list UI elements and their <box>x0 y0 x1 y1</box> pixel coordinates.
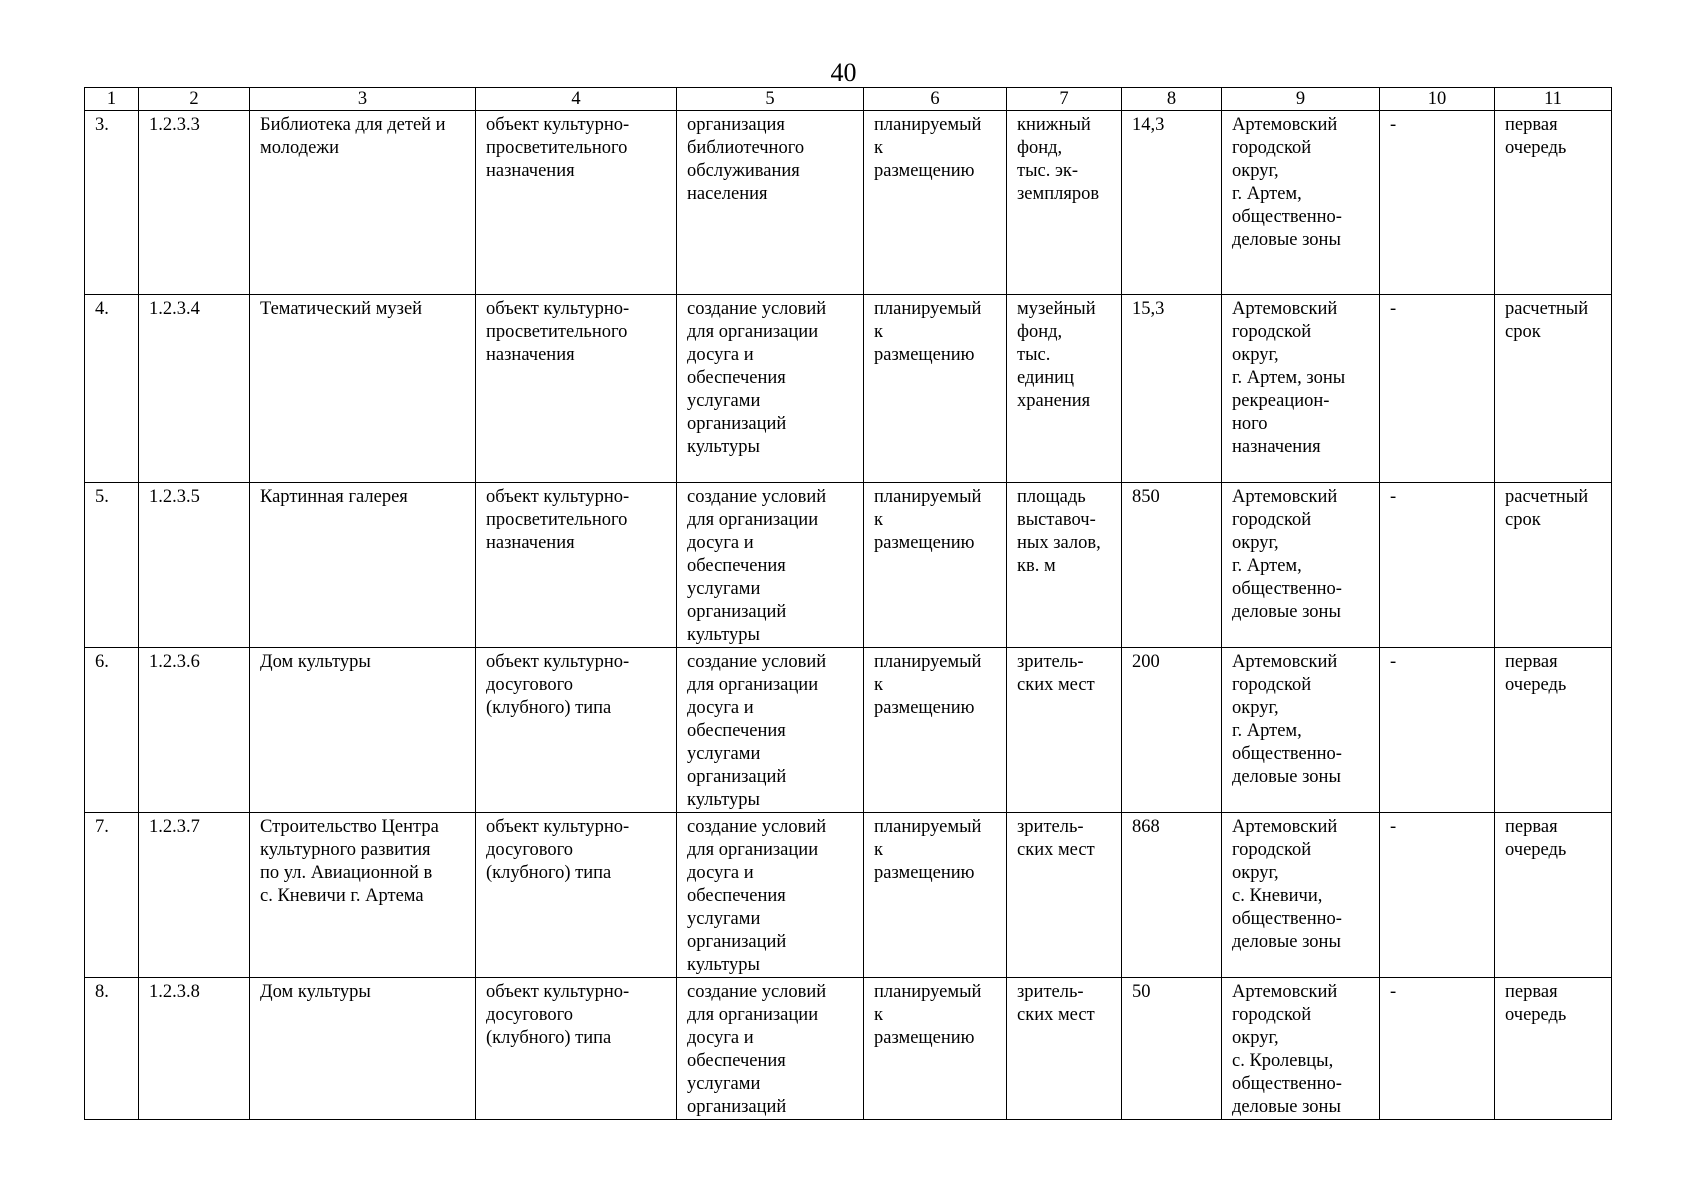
row-number: 8. <box>85 978 139 1120</box>
column-header: 2 <box>139 88 250 111</box>
column-header: 10 <box>1380 88 1495 111</box>
object-type: объект культурно- досугового (клубного) типа <box>476 648 677 813</box>
object-status: планируемый к размещению <box>864 813 1007 978</box>
row-number: 4. <box>85 295 139 483</box>
object-location: Артемовский городской округ, г. Артем, общественно- деловые зоны <box>1222 648 1380 813</box>
object-purpose: создание условий для организации досуга и обеспечения услугами организаций культуры <box>677 813 864 978</box>
implementation-term: расчетный срок <box>1495 295 1612 483</box>
table-row <box>85 813 1612 978</box>
object-status: планируемый к размещению <box>864 295 1007 483</box>
object-type: объект культурно- досугового (клубного) типа <box>476 978 677 1120</box>
column-10-value: - <box>1380 813 1495 978</box>
object-name: Картинная галерея <box>250 483 476 648</box>
row-number: 5. <box>85 483 139 648</box>
object-name: Дом культуры <box>250 648 476 813</box>
row-number: 3. <box>85 111 139 295</box>
column-10-value: - <box>1380 483 1495 648</box>
indicator-name: книжный фонд, тыс. эк- земпляров <box>1007 111 1122 295</box>
column-header: 9 <box>1222 88 1380 111</box>
implementation-term: первая очередь <box>1495 813 1612 978</box>
object-name: Тематический музей <box>250 295 476 483</box>
object-status: планируемый к размещению <box>864 483 1007 648</box>
object-code: 1.2.3.5 <box>139 483 250 648</box>
object-code: 1.2.3.6 <box>139 648 250 813</box>
indicator-name: музейный фонд, тыс. единиц хранения <box>1007 295 1122 483</box>
header-row <box>85 88 1612 111</box>
object-purpose: создание условий для организации досуга и обеспечения услугами организаций культуры <box>677 295 864 483</box>
object-name: Дом культуры <box>250 978 476 1120</box>
column-header: 11 <box>1495 88 1612 111</box>
planning-table <box>84 87 1612 1120</box>
table-row <box>85 483 1612 648</box>
table-row <box>85 295 1612 483</box>
indicator-name: зритель- ских мест <box>1007 813 1122 978</box>
column-10-value: - <box>1380 648 1495 813</box>
row-number: 7. <box>85 813 139 978</box>
indicator-name: зритель- ских мест <box>1007 648 1122 813</box>
object-purpose: создание условий для организации досуга и обеспечения услугами организаций культуры <box>677 648 864 813</box>
column-header: 7 <box>1007 88 1122 111</box>
object-location: Артемовский городской округ, г. Артем, зоны рекреацион- ного назначения <box>1222 295 1380 483</box>
object-type: объект культурно- просветительного назначения <box>476 295 677 483</box>
indicator-value: 14,3 <box>1122 111 1222 295</box>
object-name: Библиотека для детей и молодежи <box>250 111 476 295</box>
object-type: объект культурно- просветительного назначения <box>476 111 677 295</box>
table-row <box>85 978 1612 1120</box>
indicator-value: 868 <box>1122 813 1222 978</box>
column-header: 1 <box>85 88 139 111</box>
row-number: 6. <box>85 648 139 813</box>
page-number: 40 <box>830 58 857 87</box>
implementation-term: первая очередь <box>1495 111 1612 295</box>
object-purpose: создание условий для организации досуга и обеспечения услугами организаций культуры <box>677 483 864 648</box>
object-location: Артемовский городской округ, г. Артем, общественно- деловые зоны <box>1222 111 1380 295</box>
implementation-term: первая очередь <box>1495 648 1612 813</box>
column-header: 5 <box>677 88 864 111</box>
column-header: 4 <box>476 88 677 111</box>
object-status: планируемый к размещению <box>864 978 1007 1120</box>
object-location: Артемовский городской округ, с. Кневичи, общественно- деловые зоны <box>1222 813 1380 978</box>
object-name: Строительство Центра культурного развития по ул. Авиационной в с. Кневичи г. Артема <box>250 813 476 978</box>
object-code: 1.2.3.8 <box>139 978 250 1120</box>
indicator-name: площадь выставоч- ных залов, кв. м <box>1007 483 1122 648</box>
object-status: планируемый к размещению <box>864 111 1007 295</box>
implementation-term: первая очередь <box>1495 978 1612 1120</box>
column-10-value: - <box>1380 295 1495 483</box>
column-10-value: - <box>1380 111 1495 295</box>
object-location: Артемовский городской округ, с. Кролевцы, общественно- деловые зоны <box>1222 978 1380 1120</box>
column-header: 6 <box>864 88 1007 111</box>
indicator-name: зритель- ских мест <box>1007 978 1122 1120</box>
indicator-value: 15,3 <box>1122 295 1222 483</box>
object-purpose: создание условий для организации досуга и обеспечения услугами организаций <box>677 978 864 1120</box>
table-row <box>85 111 1612 295</box>
object-code: 1.2.3.4 <box>139 295 250 483</box>
indicator-value: 50 <box>1122 978 1222 1120</box>
object-type: объект культурно- досугового (клубного) типа <box>476 813 677 978</box>
indicator-value: 200 <box>1122 648 1222 813</box>
table-row <box>85 648 1612 813</box>
object-code: 1.2.3.3 <box>139 111 250 295</box>
object-type: объект культурно- просветительного назначения <box>476 483 677 648</box>
object-code: 1.2.3.7 <box>139 813 250 978</box>
object-location: Артемовский городской округ, г. Артем, общественно- деловые зоны <box>1222 483 1380 648</box>
object-purpose: организация библиотечного обслуживания населения <box>677 111 864 295</box>
column-10-value: - <box>1380 978 1495 1120</box>
implementation-term: расчетный срок <box>1495 483 1612 648</box>
column-header: 8 <box>1122 88 1222 111</box>
indicator-value: 850 <box>1122 483 1222 648</box>
column-header: 3 <box>250 88 476 111</box>
object-status: планируемый к размещению <box>864 648 1007 813</box>
